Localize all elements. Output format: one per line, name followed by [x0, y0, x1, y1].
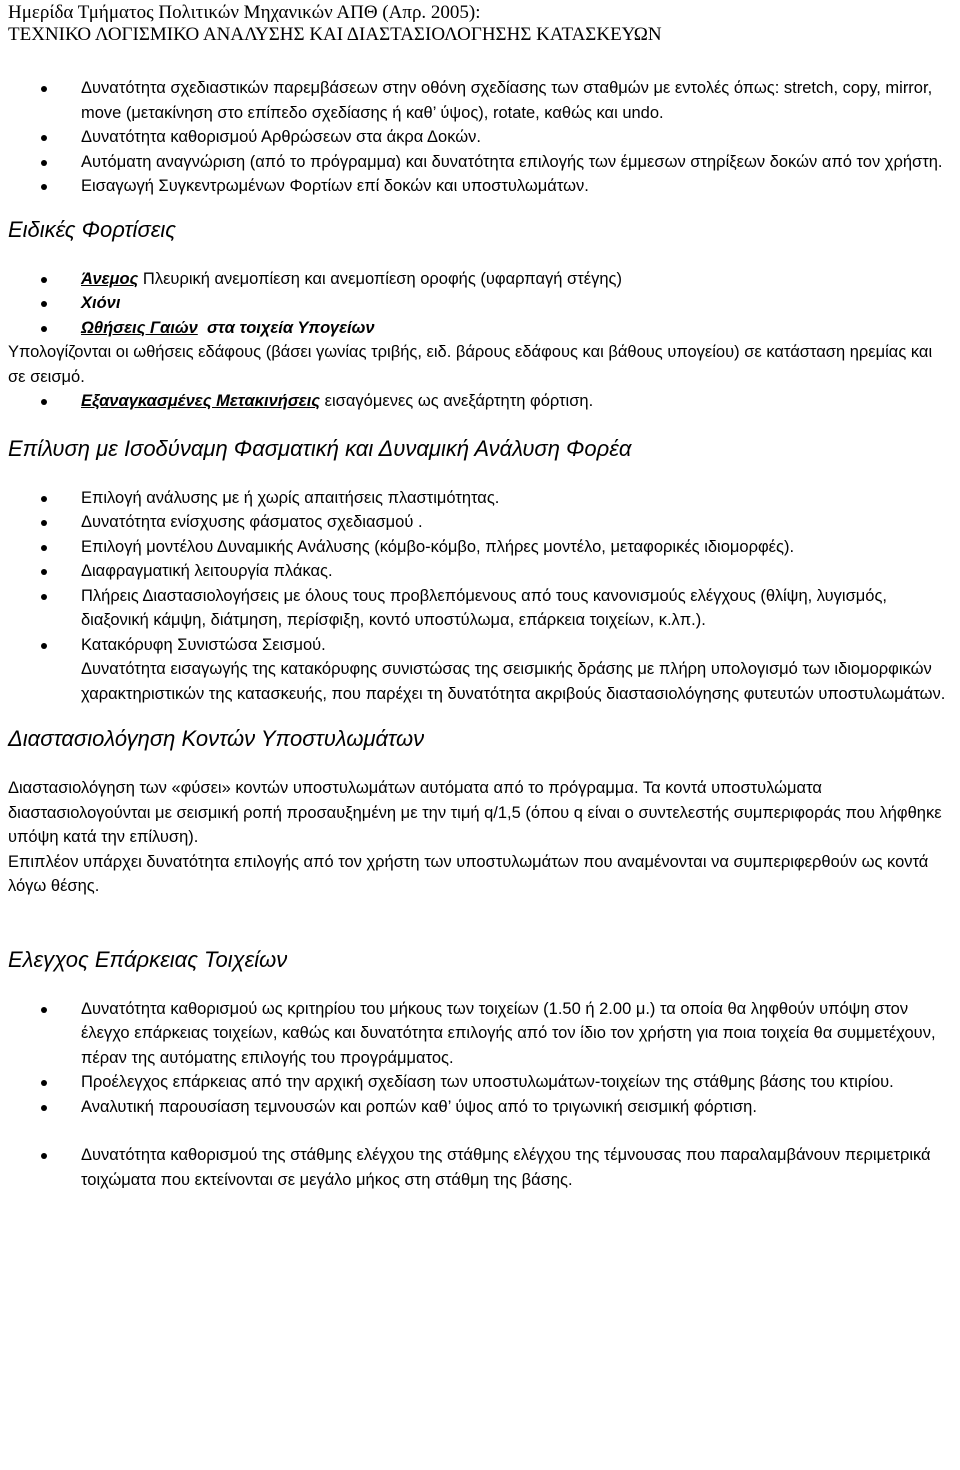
analysis-list [8, 486, 952, 658]
bullet-icon [41, 135, 47, 141]
bullet-icon [41, 1080, 47, 1086]
list-item: Κατακόρυφη Συνιστώσα Σεισμού. [8, 633, 952, 658]
soil-label-suffix: στα τοιχεία Υπογείων [197, 318, 375, 337]
walls-list [8, 997, 952, 1193]
list-item: Αναλυτική παρουσίαση τεμνουσών και ροπών καθ’ ύψος από το τριγωνική σεισμική φόρτιση. [8, 1095, 952, 1120]
document-header [8, 0, 952, 46]
soil-text: Υπολογίζονται οι ωθήσεις εδάφους (βάσει γωνίας τριβής, ειδ. βάρους εδάφους και βάθους υπογείου) σε κατάσταση ηρεμίας και σε σεισμό. [8, 343, 933, 386]
section-heading-short-columns: Διαστασιολόγηση Κοντών Υποστυλωμάτων [8, 726, 425, 751]
bullet-icon [41, 399, 47, 405]
bullet-icon [41, 594, 47, 600]
bullet-icon [41, 545, 47, 551]
bullet-icon [41, 86, 47, 92]
bullet-icon [41, 1153, 47, 1159]
section-heading-analysis: Επίλυση με Ισοδύναμη Φασματική και Δυναμική Ανάλυση Φορέα [8, 435, 632, 461]
forced-label: Εξαναγκασμένες Μετακινήσεις [81, 392, 321, 410]
list-item: Δυνατότητα ενίσχυσης φάσματος σχεδιασμού . [8, 510, 952, 535]
short-columns-paragraph-1: Διαστασιολόγηση των «φύσει» κοντών υποστυλωμάτων αυτόματα από το πρόγραμμα. Τα κοντά υποστυλώματα διαστασιολογούνται με σεισμική ροπή προσαυξημένη με την τιμή q/1,5 (όπου q είναι ο συντελεστής συμπεριφοράς που λήφθηκε υπόψη κατά την επίλυση). [8, 779, 942, 846]
bullet-icon [41, 184, 47, 190]
list-item: Επιλογή μοντέλου Δυναμικής Ανάλυσης (κόμβο-κόμβο, πλήρες μοντέλο, μεταφορικές ιδιομορφές). [8, 535, 952, 560]
section-heading-special-loads: Ειδικές Φορτίσεις [8, 216, 176, 242]
list-item: Εισαγωγή Συγκεντρωμένων Φορτίων επί δοκών και υποστυλωμάτων. [8, 174, 952, 199]
header-line-2: ΤΕΧΝΙΚΟ ΛΟΓΙΣΜΙΚΟ ΑΝΑΛΥΣΗΣ ΚΑΙ ΔΙΑΣΤΑΣΙΟΛΟΓΗΣΗΣ ΚΑΤΑΣΚΕΥΩΝ [8, 24, 662, 45]
list-item-forced [8, 389, 952, 414]
list-item: Δυνατότητα καθορισμού της στάθμης ελέγχου της στάθμης ελέγχου της τέμνουσας που παραλαμβάνουν περιμετρικά τοιχώματα που εκτείνονται σε μεγάλο μήκος στη στάθμη της βάσης. [8, 1143, 952, 1192]
list-item-snow [8, 291, 952, 316]
bullet-icon [41, 160, 47, 166]
bullet-icon [41, 277, 47, 283]
bullet-icon [41, 496, 47, 502]
loads-list [8, 267, 952, 341]
list-item: Αυτόματη αναγνώριση (από το πρόγραμμα) και δυνατότητα επιλογής των έμμεσων στηρίξεων δοκών από τον χρήστη. [8, 150, 952, 175]
bullet-icon [41, 301, 47, 307]
short-columns-paragraph-2: Επιπλέον υπάρχει δυνατότητα επιλογής από τον χρήστη των υποστυλωμάτων που αναμένονται να συμπεριφερθούν ως κοντά λόγω θέσης. [8, 852, 929, 895]
list-item: Προέλεγχος επάρκειας από την αρχική σχεδίαση των υποστυλωμάτων-τοιχείων της στάθμης βάσης του κτιρίου. [8, 1070, 952, 1095]
list-item: Δυνατότητα σχεδιαστικών παρεμβάσεων στην οθόνη σχεδίασης των σταθμών με εντολές όπως: stretch, copy, mirror, move (μετακίνηση στο επίπεδο σχεδίασης ή καθ’ ύψος), rotate, καθώς και undo. [8, 76, 952, 125]
bullet-icon [41, 1007, 47, 1013]
section-heading-walls: Ελεγχος Επάρκειας Τοιχείων [8, 946, 288, 972]
list-item: Επιλογή ανάλυσης με ή χωρίς απαιτήσεις πλαστιμότητας. [8, 486, 952, 511]
soil-label: Ωθήσεις Γαιών [81, 318, 198, 337]
list-item: Δυνατότητα καθορισμού ως κριτηρίου του μήκους των τοιχείων (1.50 ή 2.00 μ.) τα οποία θα ληφθούν υπόψη στον έλεγχο επάρκειας τοιχείων, καθώς και δυνατότητα επιλογής από τον ίδιο τον χρήστη για ποια τοιχεία θα συμμετέχουν, πέραν της αυτόματης επιλογής του προγράμματος. [8, 997, 952, 1071]
bullet-icon [41, 1105, 47, 1111]
wind-text: Πλευρική ανεμοπίεση και ανεμοπίεση οροφής (υφαρπαγή στέγης) [138, 269, 622, 288]
bullet-icon [41, 643, 47, 649]
forced-text: εισαγόμενες ως ανεξάρτητη φόρτιση. [320, 392, 594, 410]
intro-list [8, 76, 952, 199]
list-item: Δυνατότητα καθορισμού Αρθρώσεων στα άκρα Δοκών. [8, 125, 952, 150]
vertical-component-text: Δυνατότητα εισαγωγής της κατακόρυφης συνιστώσας της σεισμικής δράσης με πλήρη υπολογισμό των ιδιομορφικών χαρακτηριστικών της κατασκευής, που παρέχει τη δυνατότητα ακριβούς διαστασιολόγησης φυτευτών υποστυλωμάτων. [81, 660, 946, 703]
list-item-soil [8, 316, 952, 341]
bullet-icon [41, 569, 47, 575]
bullet-icon [41, 326, 47, 332]
list-item: Διαφραγματική λειτουργία πλάκας. [8, 559, 952, 584]
wind-label: Άνεμος [81, 269, 139, 288]
list-item-wind [8, 267, 952, 292]
header-line-1: Ημερίδα Τμήματος Πολιτικών Μηχανικών ΑΠΘ (Απρ. 2005): [8, 2, 481, 23]
list-item: Πλήρεις Διαστασιολογήσεις με όλους τους προβλεπόμενους από τους κανονισμούς ελέγχους (θλίψη, λυγισμός, διαξονική κάμψη, διάτμηση, περίσφιξη, κοντό υποστύλωμα, επάρκεια τοιχείων, κ.λπ.). [8, 584, 952, 633]
forced-list [8, 389, 952, 414]
bullet-icon [41, 520, 47, 526]
snow-label: Χιόνι [81, 294, 121, 312]
